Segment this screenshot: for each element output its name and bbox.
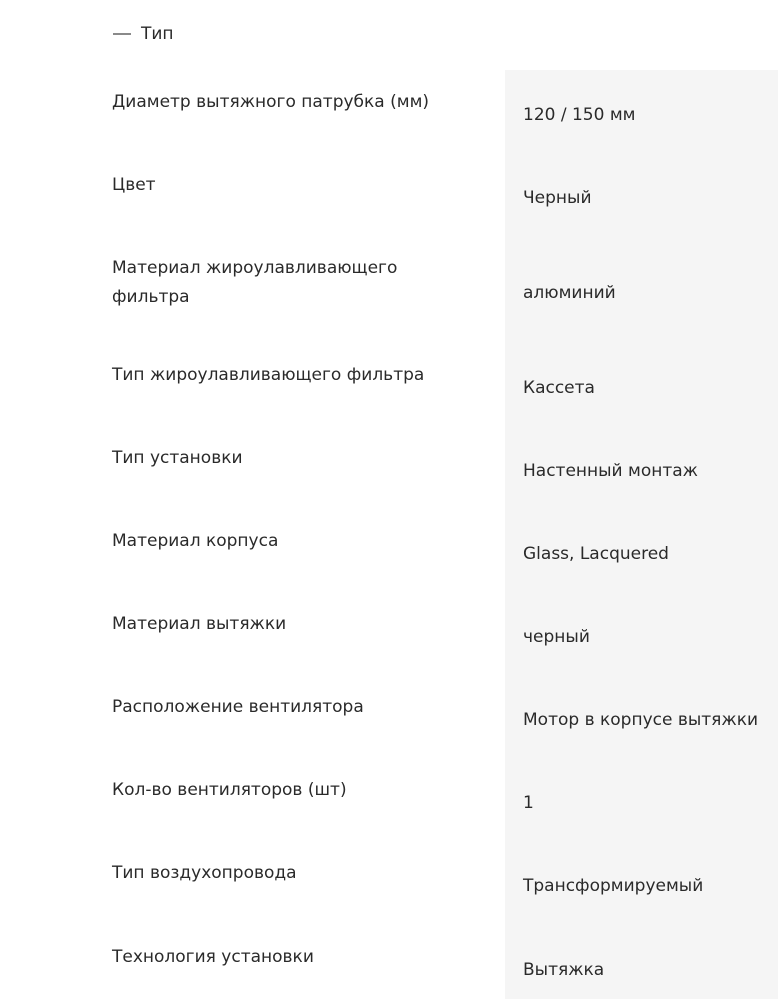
spec-value: Мотор в корпусе вытяжки — [523, 709, 759, 730]
spec-value: 1 — [523, 792, 534, 813]
spec-row-filter-material — [0, 236, 778, 343]
spec-label: Тип воздухопровода — [112, 863, 297, 883]
spec-label: Кол-во вентиляторов (шт) — [112, 780, 347, 800]
spec-row-body-material — [0, 509, 778, 592]
spec-label: Материал корпуса — [112, 531, 279, 551]
spec-value: черный — [523, 626, 590, 647]
spec-label: Тип жироулавливающего фильтра — [112, 365, 425, 385]
spec-row-fan-count — [0, 758, 778, 841]
spec-label: Материал вытяжки — [112, 614, 287, 634]
spec-value: Трансформируемый — [523, 876, 704, 896]
spec-label: Диаметр вытяжного патрубка (мм) — [112, 92, 430, 112]
spec-label: Материал жироулавливающего фильтра — [112, 258, 398, 307]
spec-value: 120 / 150 мм — [523, 104, 636, 125]
spec-label: Тип установки — [112, 448, 243, 468]
spec-row-installation-type — [0, 426, 778, 509]
spec-value: Glass, Lacquered — [523, 543, 669, 564]
spec-label: Цвет — [112, 175, 156, 195]
spec-row-color — [0, 153, 778, 236]
spec-value: Черный — [523, 187, 592, 208]
spec-value: алюминий — [523, 282, 616, 303]
section-toggle-type[interactable] — [113, 22, 174, 46]
minus-icon — [113, 33, 131, 35]
spec-value: Настенный монтаж — [523, 460, 698, 481]
spec-label: Технология установки — [112, 947, 314, 967]
spec-value: Вытяжка — [523, 959, 605, 980]
spec-value: Кассета — [523, 377, 595, 398]
section-title: Тип — [141, 24, 174, 44]
spec-row-fan-location — [0, 675, 778, 758]
spec-table — [0, 70, 778, 1008]
spec-row-exhaust-diameter — [0, 70, 778, 153]
spec-label: Расположение вентилятора — [112, 697, 364, 717]
spec-row-filter-type — [0, 343, 778, 426]
spec-row-duct-type — [0, 841, 778, 925]
spec-row-installation-technology — [0, 925, 778, 1008]
spec-row-hood-material — [0, 592, 778, 675]
